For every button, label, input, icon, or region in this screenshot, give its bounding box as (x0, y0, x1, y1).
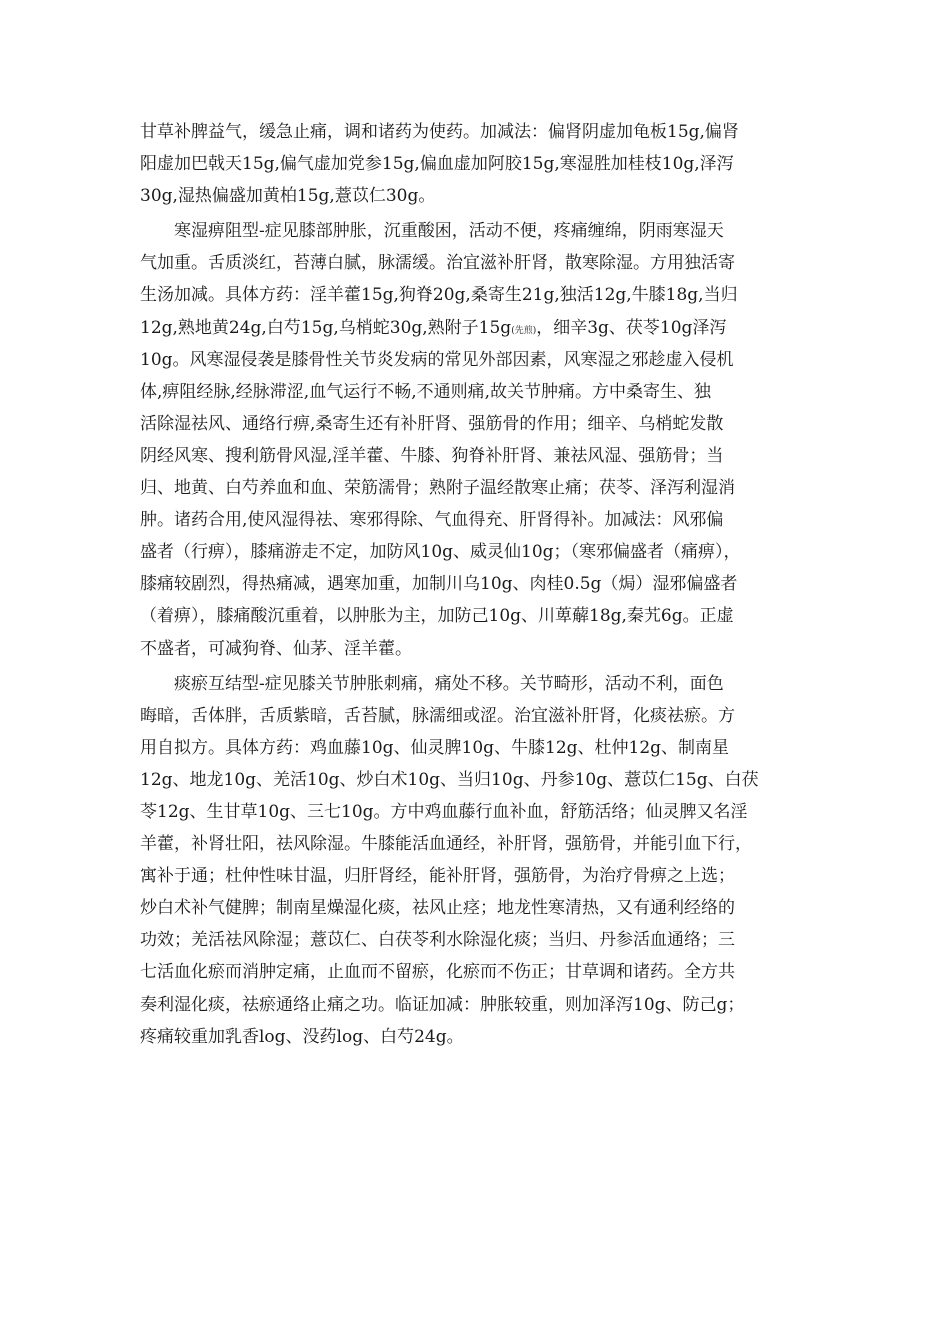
text-line: 不盛者，可减狗脊、仙茅、淫羊藿。 (140, 638, 412, 659)
text-line: 功效；羌活祛风除湿；薏苡仁、白茯苓利水除湿化痰；当归、丹参活血通络；三 (140, 930, 735, 951)
text-line: 痰瘀互结型-症见膝关节肿胀刺痛，痛处不移。关节畸形，活动不利，面色 (140, 673, 724, 694)
text-line: 活除湿祛风、通络行痹,桑寄生还有补肝肾、强筋骨的作用；细辛、乌梢蛇发散 (140, 413, 724, 434)
text-line: 寓补于通；杜仲性味甘温，归肝肾经，能补肝肾，强筋骨，为治疗骨痹之上选； (140, 866, 735, 887)
text-line: 膝痛较剧烈，得热痛减，遇寒加重，加制川乌10g、肉桂0.5g（焗）湿邪偏盛者 (140, 574, 738, 595)
text-line: 肿。诸药合用,使风湿得祛、寒邪得除、气血得充、肝肾得补。加减法：风邪偏 (140, 510, 724, 531)
text-line: 晦暗，舌体胖，舌质紫暗，舌苔腻，脉濡细或涩。治宜滋补肝肾，化痰祛瘀。方 (140, 705, 735, 726)
text-line: 30g,湿热偏盛加黄柏15g,薏苡仁30g。 (140, 186, 436, 207)
decoction-note: (先煎) (511, 325, 537, 336)
paragraph-3 (140, 668, 812, 1053)
text-line: 阴经风寒、搜利筋骨风湿,淫羊藿、牛膝、狗脊补肝肾、兼祛风湿、强筋骨；当 (140, 445, 724, 466)
text-line: 体,痹阻经脉,经脉滞涩,血气运行不畅,不通则痛,故关节肿痛。方中桑寄生、独 (140, 381, 712, 402)
text-line-with-note (140, 312, 812, 344)
text-line: 用自拟方。具体方药：鸡血藤10g、仙灵脾10g、牛膝12g、杜仲12g、制南星 (140, 737, 730, 758)
paragraph-1 (140, 116, 812, 212)
text-line: 寒湿痹阻型-症见膝部肿胀，沉重酸困，活动不便，疼痛缠绵，阴雨寒湿天 (140, 221, 724, 242)
text-line: 甘草补脾益气，缓急止痛，调和诸药为使药。加减法：偏肾阴虚加龟板15g,偏肾 (140, 122, 739, 142)
text-line: 归、地黄、白芍养血和血、荣筋濡骨；熟附子温经散寒止痛；茯苓、泽泻利湿消 (140, 478, 735, 499)
text-line: 阳虚加巴戟天15g,偏气虚加党参15g,偏血虚加阿胶15g,寒湿胜加桂枝10g,泽泻 (140, 154, 734, 175)
text-line: 10g。风寒湿侵袭是膝骨性关节炎发病的常见外部因素，风寒湿之邪趁虚入侵机 (140, 349, 734, 370)
text-line: 苓12g、生甘草10g、三七10g。方中鸡血藤行血补血，舒筋活络；仙灵脾又名淫 (140, 801, 748, 822)
text-line: 七活血化瘀而消肿定痛，止血而不留瘀，化瘀而不伤正；甘草调和诸药。全方共 (140, 962, 735, 983)
text-line: 羊藿，补肾壮阳，祛风除湿。牛膝能活血通经，补肝肾，强筋骨，并能引血下行， (140, 834, 752, 855)
text-line: 疼痛较重加乳香log、没药log、白芍24g。 (140, 1026, 464, 1047)
text-line: 盛者（行痹），膝痛游走不定，加防风10g、威灵仙10g；（寒邪偏盛者（痛痹）， (140, 542, 741, 563)
text-line: （着痹），膝痛酸沉重着，以肿胀为主，加防己10g、川萆薢18g,秦艽6g。正虚 (140, 606, 734, 627)
paragraph-2 (140, 215, 812, 664)
text-segment: ，细辛3g、茯苓10g泽泻 (536, 317, 727, 338)
text-line: 气加重。舌质淡红，苔薄白腻，脉濡缓。治宜滋补肝肾，散寒除湿。方用独活寄 (140, 253, 735, 274)
text-segment: 12g,熟地黄24g,白芍15g,乌梢蛇30g,熟附子15g (140, 317, 512, 338)
text-line: 12g、地龙10g、羌活10g、炒白术10g、当归10g、丹参10g、薏苡仁15g、白茯 (140, 769, 759, 790)
text-line: 炒白术补气健脾；制南星燥湿化痰，祛风止痉；地龙性寒清热，又有通利经络的 (140, 898, 735, 919)
text-line: 生汤加减。具体方药：淫羊藿15g,狗脊20g,桑寄生21g,独活12g,牛膝18g,当归 (140, 285, 738, 306)
text-line: 奏利湿化痰，祛瘀通络止痛之功。临证加减：肿胀较重，则加泽泻10g、防己g； (140, 994, 745, 1015)
body-text (140, 116, 812, 1053)
